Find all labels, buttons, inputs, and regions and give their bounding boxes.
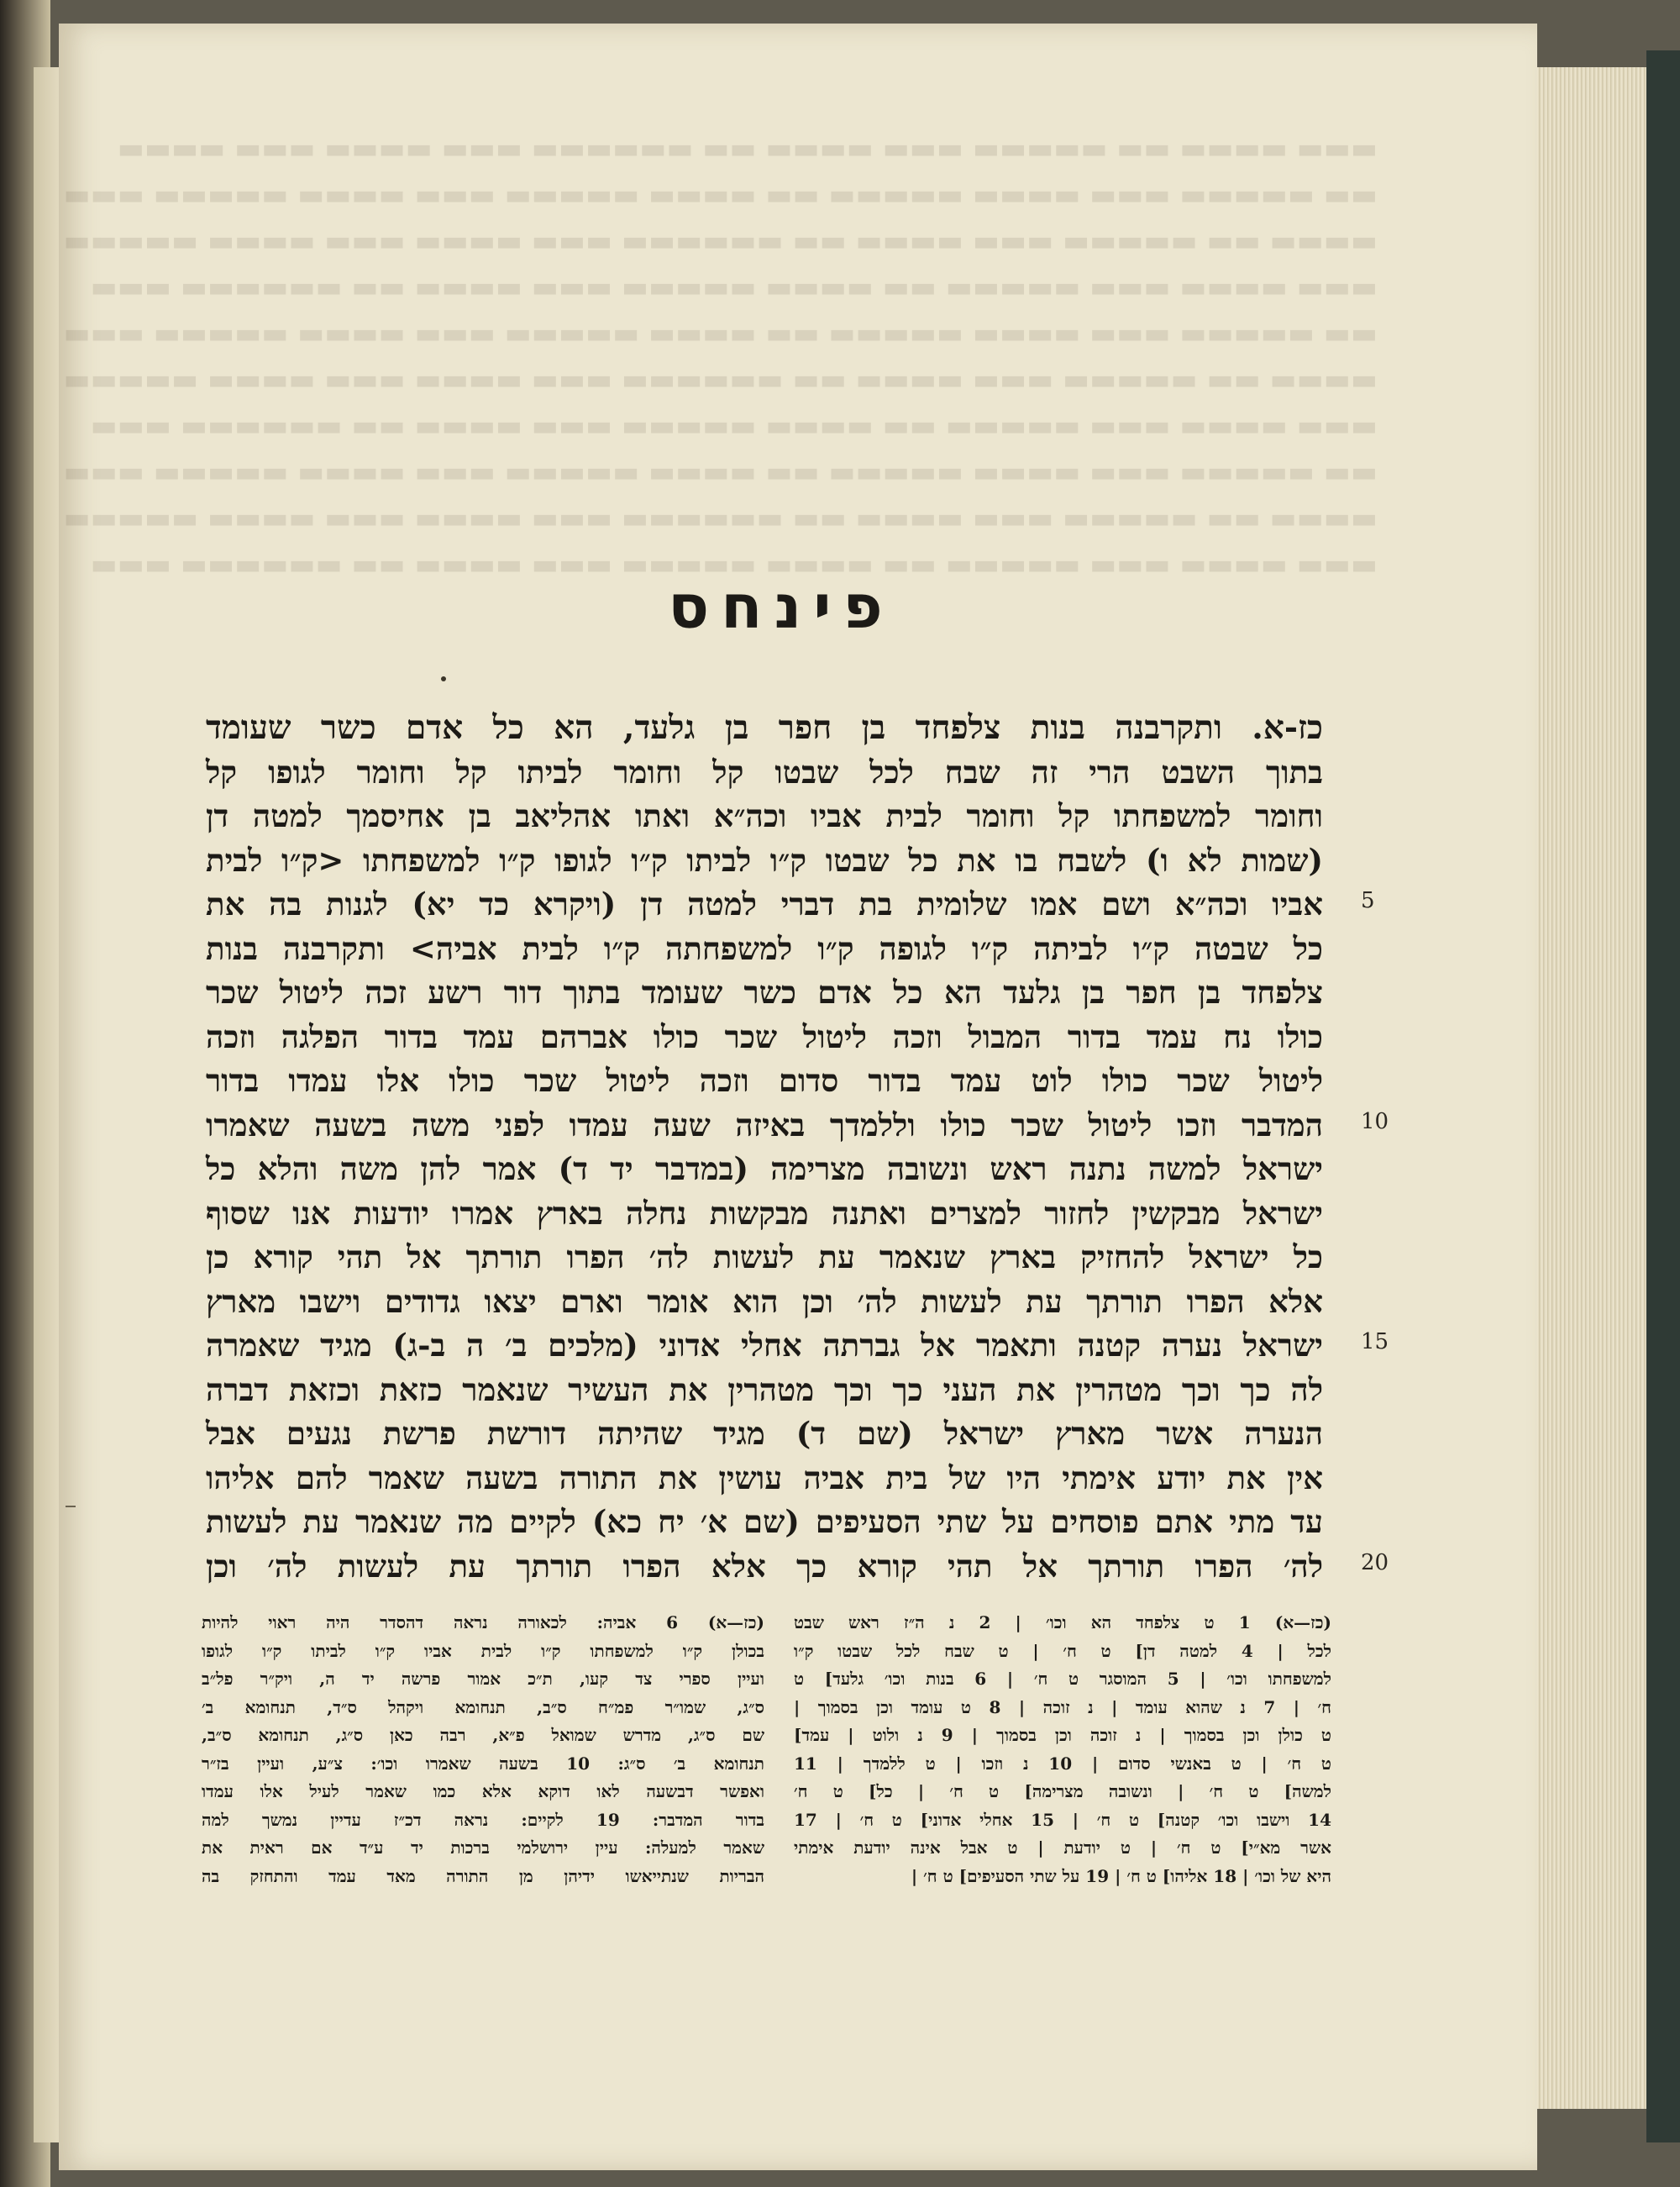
- note-line: ואפשר דבשעה לאו דוקא אלא כמו שאמר לעיל אלו עמדו: [202, 1781, 764, 1801]
- text-line: כל ישראל להחזיק בארץ שנאמר עת לעשות לה׳ הפרו תורתך אל תהי קורא כן: [206, 1238, 1323, 1275]
- text-line: (שמות לא ו) לשבח בו את כל שבטו ק״ו לביתו ק״ו לגופו ק״ו למשפחתו <ק״ו לבית: [206, 841, 1323, 879]
- text-line: ישראל למשה נתנה ראש ונשובה מצרימה (במדבר יד ד) אמר להן משה והלא כל: [206, 1150, 1323, 1187]
- ink-dot: [441, 676, 446, 681]
- note-line: 14 וישבו וכו׳ קטנה] ט ח׳ | 15 אחלי אדוני] ט ח׳ | 17: [794, 1809, 1332, 1830]
- note-line: (כז—א) 6 אביה: לכאורה נראה דהסדר היה ראוי להיות: [202, 1612, 764, 1632]
- commentary-notes: [202, 1609, 764, 1890]
- text-line: וחומר למשפחתו קל וחומר לבית אביו וכה״א ואתו אהליאב בן אחיסמך למטה דן: [206, 797, 1323, 834]
- line-number: 5: [1361, 888, 1375, 913]
- text-line: ישראל נערה קטנה ותאמר אל גברתה אחלי אדוני (מלכים ב׳ ה ב-ג) מגיד שאמרה: [206, 1327, 1323, 1364]
- text-line: לה כך וכך מטהרין את העני כך וכך מטהרין את העשיר שנאמר כזאת וכזאת דברה: [206, 1370, 1323, 1408]
- text-line: המדבר וזכו ליטול שכר כולו וללמדך באיזה שעה עמדו לפני משה בשעה שאמרו: [206, 1106, 1323, 1143]
- text-line: אביו וכה״א ושם אמו שלומית בת דברי למטה דן (ויקרא כד יא) לגנות בה את: [206, 886, 1323, 923]
- text-line: כל שבטה ק״ו לביתה ק״ו לגופה ק״ו למשפחתה ק״ו לבית אביה> ותקרבנה בנות: [206, 929, 1323, 967]
- text-line: ישראל מבקשין לחזור למצרים ואתנה מבקשות נחלה בארץ אמרו יודעות אנו שסוף: [206, 1194, 1323, 1232]
- text-line: כולו נח עמד בדור המבול וזכה ליטול שכר כולו אברהם עמד בדור הפלגה וזכה: [206, 1017, 1323, 1055]
- note-line: ח׳ | 7 נ שהוא עומד | נ זוכה | 8 ט עומד וכן בסמוך |: [794, 1696, 1331, 1717]
- note-line: תנחומא ב׳ ס״ג: 10 בשעה שאמרו וכו׳: צ״ע, ועיין בז״ר: [202, 1753, 764, 1774]
- note-line: לכל | 4 למטה דן] ט ח׳ | ט שבח לכל שבטו ק״ו: [794, 1640, 1332, 1661]
- line-number: 10: [1361, 1109, 1389, 1134]
- note-line: היא של וכו׳ | 18 אליהו] ט ח׳ | 19 על שתי הסעיפים] ט ח׳ |: [911, 1865, 1331, 1886]
- note-line: למשפחתו וכו׳ | 5 המוסגר ט ח׳ | 6 בנות וכו׳ גלעד] ט: [794, 1669, 1332, 1689]
- text-line: ליטול שכר כולו לוט עמד בדור סדום וזכה ליטול שכר כולו אלו עמדו בדור: [206, 1062, 1323, 1099]
- main-text-block: [206, 706, 1323, 1588]
- text-line: אלא הפרו תורתך עת לעשות לה׳ וכן הוא אומר וארם יצאו גדודים וישבו מארץ: [206, 1282, 1323, 1320]
- note-line: ועיין ספרי צד קעו, ת״כ אמור פרשה יד ה, ויק״ר פל״ב: [202, 1669, 764, 1689]
- book-cover-edge: [1646, 50, 1680, 2142]
- line-number: 20: [1361, 1550, 1389, 1575]
- text-line: לה׳ הפרו תורתך אל תהי קורא כך אלא הפרו תורתך עת לעשות לה׳ וכן: [206, 1547, 1323, 1585]
- note-line: למשה] ט ח׳ | ונשובה מצרימה] ט ח׳ | כל] ט ח׳: [794, 1781, 1331, 1801]
- text-line: צלפחד בן חפר בן גלעד הא כל אדם כשר שעומד בתוך דור רשע זכה ליטול שכר: [206, 974, 1323, 1011]
- note-line: אשר מא״י] ט ח׳ | ט יודעת | ט אבל אינה יודעת אימתי: [794, 1837, 1331, 1858]
- text-line: עד מתי אתם פוסחים על שתי הסעיפים (שם א׳ יח כא) לקיים מה שנאמר עת לעשות: [206, 1503, 1323, 1540]
- text-line: בתוך השבט הרי זה שבח לכל שבטו קל וחומר לביתו קל וחומר לגופו קל: [206, 753, 1323, 791]
- variant-readings-apparatus: [794, 1609, 1331, 1890]
- margin-mark: [66, 1506, 76, 1507]
- note-line: ס״ג, שמו״ר פמ״ח ס״ב, תנחומא ויקהל ס״ד, תנחומא ב׳: [202, 1696, 764, 1717]
- note-line: שאמר למעלה: עיין ירושלמי ברכות יד ע״ד אם ראית את: [202, 1837, 764, 1858]
- note-line: בדור המדבר: 19 לקיים: נראה דכ״ז עדיין נמשך למה: [202, 1809, 764, 1830]
- note-line: שם ס״ג, מדרש שמואל פ״א, רבה כאן ס״ג, תנחומא ס״ב,: [202, 1725, 764, 1745]
- bleed-through-text: ▬▬▬ ▬▬▬▬ ▬▬ ▬▬▬▬▬ ▬▬▬ ▬▬▬▬ ▬▬ ▬▬▬▬▬▬ ▬▬▬ ▬▬▬▬ ▬▬▬ ▬▬▬▬ ▬▬ ▬▬▬▬▬ ▬▬▬ ▬▬▬▬ ▬▬▬▬▬ ▬▬ ▬▬▬▬ ▬▬▬▬▬ ▬▬▬ ▬▬▬▬ ▬▬▬▬▬ ▬▬▬ ▬▬▬▬ ▬▬ ▬▬▬▬▬ ▬▬▬ ▬▬▬▬ ▬▬ ▬▬▬▬▬▬ ▬▬▬ ▬▬▬▬ ▬▬▬ ▬▬▬▬ ▬▬▬▬▬ ▬▬▬ ▬▬▬▬ ▬▬▬ ▬▬▬▬▬ ▬▬ ▬▬▬▬ ▬▬▬▬▬ ▬▬▬ ▬▬▬▬ ▬▬ ▬▬▬▬▬▬ ▬▬▬ ▬▬ ▬▬▬▬▬ ▬▬▬ ▬▬▬▬ ▬▬▬▬▬ ▬▬ ▬▬▬▬ ▬▬▬▬▬ ▬▬▬ ▬▬▬▬ ▬▬▬▬▬ ▬▬▬ ▬▬▬▬ ▬▬ ▬▬▬▬▬ ▬▬▬ ▬▬▬▬ ▬▬ ▬▬▬▬▬▬ ▬▬▬ ▬▬▬▬ ▬▬▬ ▬▬▬▬ ▬▬▬▬▬ ▬▬▬ ▬▬▬▬ ▬▬▬ ▬▬▬▬▬ ▬▬ ▬▬▬▬ ▬▬▬▬▬ ▬▬▬ ▬▬▬▬ ▬▬ ▬▬▬▬▬▬ ▬▬▬ ▬▬ ▬▬▬▬▬ ▬▬▬ ▬▬▬▬ ▬▬▬▬▬ ▬▬ ▬▬▬▬ ▬▬▬▬▬ ▬▬▬ ▬▬▬▬ ▬▬▬▬▬ ▬▬▬ ▬▬▬▬ ▬▬ ▬▬▬▬▬ ▬▬▬ ▬▬▬▬ ▬▬ ▬▬▬▬▬▬ ▬▬▬ ▬▬▬▬ ▬▬▬ ▬▬▬▬ ▬▬▬▬▬ ▬▬▬ ▬▬▬▬ ▬▬▬ ▬▬▬▬▬ ▬▬ ▬▬▬▬ ▬▬▬▬▬ ▬▬▬ ▬▬▬▬ ▬▬ ▬▬▬▬▬▬ ▬▬▬: [63, 132, 1378, 581]
- text-line: כז-א. ותקרבנה בנות צלפחד בן חפר בן גלעד, הא כל אדם כשר שעומד: [206, 708, 1323, 747]
- note-line: (כז—א) 1 ט צלפחד הא וכו׳ | 2 נ ה״ז ראש שבט: [794, 1612, 1331, 1632]
- text-line: הנערה אשר מארץ ישראל (שם ד) מגיד שהיתה דורשת פרשת נגעים אבל: [206, 1415, 1323, 1452]
- note-line: בכולן ק״ו למשפחתו ק״ו לבית אביו ק״ו לביתו ק״ו לגופו: [202, 1640, 764, 1661]
- line-number: 15: [1361, 1329, 1389, 1354]
- note-line: ט כולן וכן בסמוך | נ זוכה וכן בסמוך | 9 נ ולוט | עמד]: [794, 1725, 1331, 1745]
- section-heading: פינחס: [668, 571, 895, 642]
- note-line: הבריות שנתייאשו ידיהן מן התורה מאד עמד והתחזק בה: [202, 1865, 764, 1886]
- note-line: ט ח׳ | ט באנשי סדום | 10 נ וזכו | ט ללמדך | 11: [794, 1753, 1331, 1774]
- text-line: אין את יודע אימתי היו של בית אביה עושין את התורה בשעה שאמר להם אליהו: [206, 1459, 1323, 1496]
